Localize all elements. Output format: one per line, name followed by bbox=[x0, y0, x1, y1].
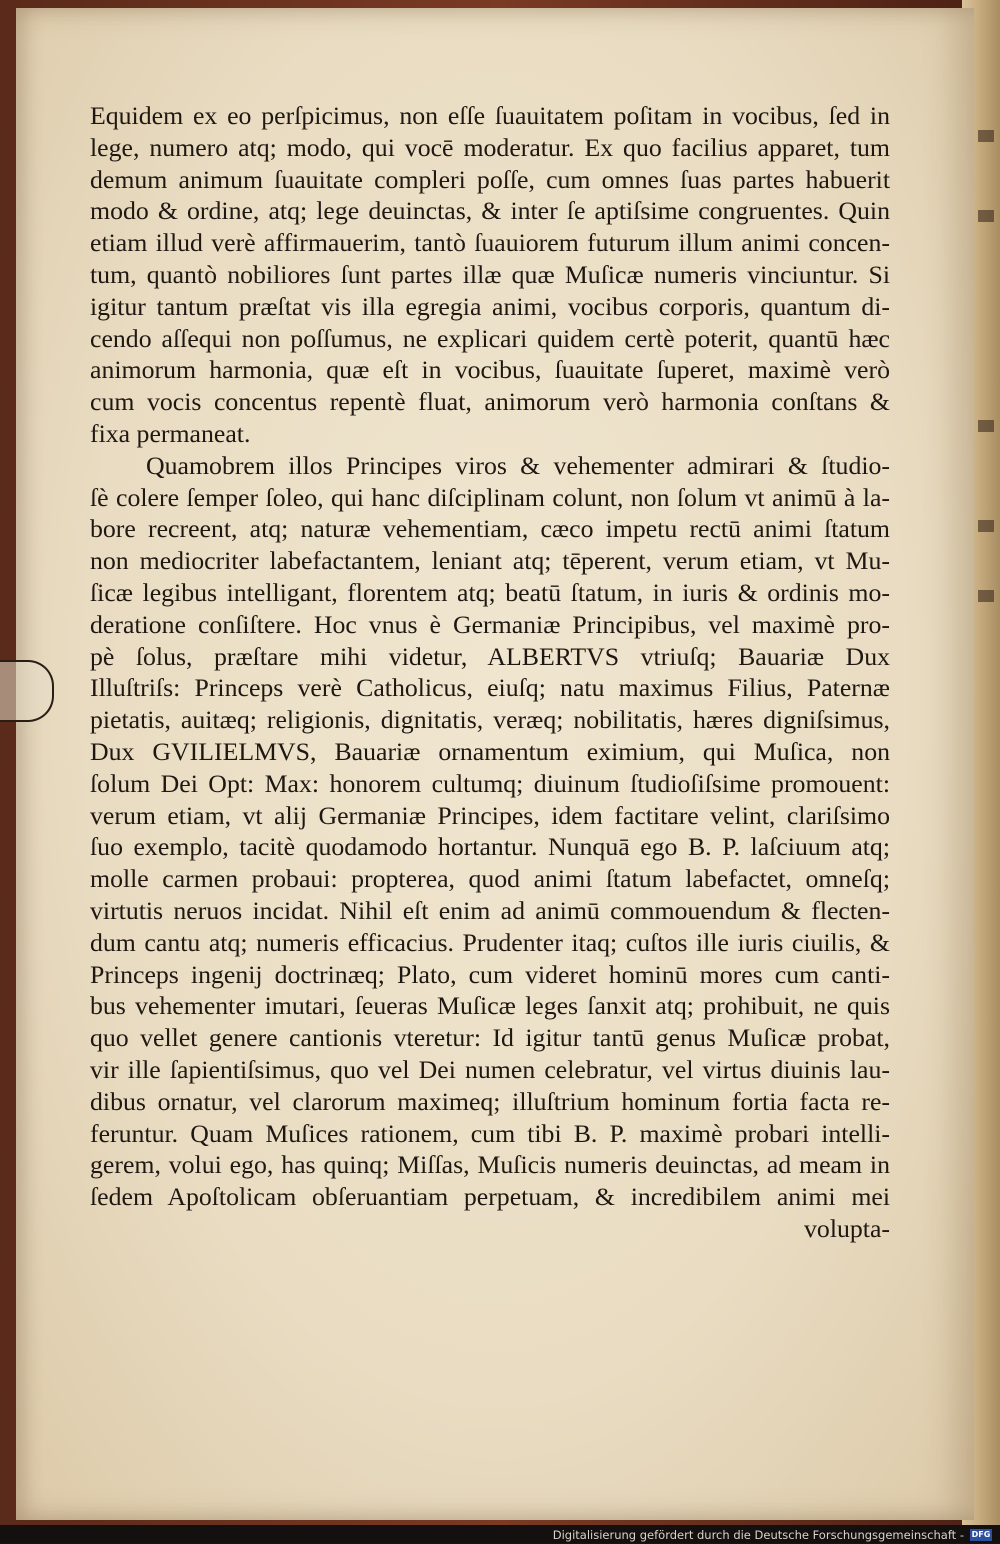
text-line: igitur tantum præſtat vis illa egregia animi, vocibus corporis, quantum di- bbox=[90, 291, 890, 321]
text-line: modo & ordine, atq; lege deuinctas, & inter ſe aptiſsime congruentes. Quin bbox=[90, 196, 890, 226]
text-line: pè ſolus, præſtare mihi videtur, ALBERTVS vtriuſq; Bauariæ Dux bbox=[90, 641, 890, 671]
text-line: verum etiam, vt alij Germaniæ Principes, idem factitare velint, clariſsimo bbox=[90, 800, 890, 830]
text-line: feruntur. Quam Muſices rationem, cum tibi B. P. maximè probari intelli- bbox=[90, 1118, 890, 1148]
text-line: ſicæ legibus intelligant, florentem atq; beatū ſtatum, in iuris & ordinis mo- bbox=[90, 577, 890, 607]
text-line: Princeps ingenij doctrinæq; Plato, cum videret hominū mores cum canti- bbox=[90, 959, 890, 989]
catchword: volupta- bbox=[804, 1213, 890, 1243]
text-line: lege, numero atq; modo, qui vocē moderatur. Ex quo facilius apparet, tum bbox=[90, 132, 890, 162]
text-line: quo vellet genere cantionis vteretur: Id igitur tantū genus Muſicæ probat, bbox=[90, 1023, 890, 1053]
page-text bbox=[90, 100, 890, 1245]
text-line: tum, quantò nobiliores ſunt partes illæ quæ Muſicæ numeris vinciuntur. Si bbox=[90, 259, 890, 289]
text-line: ſè colere ſemper ſoleo, qui hanc diſciplinam colunt, non ſolum vt animū à la- bbox=[90, 482, 890, 512]
text-line: dum cantu atq; numeris efficacius. Prudenter itaq; cuſtos ille iuris ciuilis, & bbox=[90, 927, 890, 957]
text-line: virtutis neruos incidat. Nihil eſt enim ad animū commouendum & flecten- bbox=[90, 895, 890, 925]
page-marker-tab bbox=[0, 660, 54, 722]
text-line: ſedem Apoſtolicam obſeruantiam perpetuam, & incredibilem animi mei bbox=[90, 1182, 890, 1212]
text-line: bore recreent, atq; naturæ vehementiam, cæco impetu rectū animi ſtatum bbox=[90, 514, 890, 544]
text-line: ſolum Dei Opt: Max: honorem cultumq; diuinum ſtudioſiſsime promouent: bbox=[90, 768, 890, 798]
text-line: demum animum ſuauitate compleri poſſe, cum omnes ſuas partes habuerit bbox=[90, 164, 890, 194]
text-line: cendo aſſequi non poſſumus, ne explicari quidem certè poterit, quantū hæc bbox=[90, 323, 890, 353]
text-line: vir ille ſapientiſsimus, quo vel Dei numen celebratur, vel virtus diuinis lau- bbox=[90, 1054, 890, 1084]
text-line: dibus ornatur, vel clarorum maximeq; illuſtrium hominum fortia facta re- bbox=[90, 1086, 890, 1116]
text-line: fixa permaneat. bbox=[90, 418, 251, 448]
text-line: Equidem ex eo perſpicimus, non eſſe ſuauitatem poſitam in vocibus, ſed in bbox=[90, 101, 890, 130]
text-line: etiam illud verè affirmauerim, tantò ſuauiorem futurum illum animi concen- bbox=[90, 228, 890, 258]
dfg-logo-icon: DFG bbox=[971, 1529, 991, 1539]
text-line: Illuſtriſs: Princeps verè Catholicus, eiuſq; natu maximus Filius, Paternæ bbox=[90, 673, 890, 703]
text-line: bus vehementer imutari, ſeueras Muſicæ leges ſanxit atq; prohibuit, ne quis bbox=[90, 991, 890, 1021]
text-line: gerem, volui ego, has quinq; Miſſas, Muſicis numeris deuinctas, ad meam in bbox=[90, 1150, 890, 1180]
text-line: deratione conſiſtere. Hoc vnus è Germaniæ Principibus, vel maximè pro- bbox=[90, 609, 890, 639]
digitization-footer bbox=[0, 1525, 1000, 1543]
funding-credit: Digitalisierung gefördert durch die Deutsche Forschungsgemeinschaft - bbox=[552, 1527, 964, 1542]
text-line: cum vocis concentus repentè fluat, animorum verò harmonia conſtans & bbox=[90, 387, 890, 417]
text-line: molle carmen probaui: propterea, quod animi ſtatum labefactet, omneſq; bbox=[90, 864, 890, 894]
text-line: Dux GVILIELMVS, Bauariæ ornamentum eximium, qui Muſica, non bbox=[90, 736, 890, 766]
text-line: Quamobrem illos Principes viros & vehementer admirari & ſtudio- bbox=[146, 450, 890, 480]
text-line: ſuo exemplo, tacitè quodamodo hortantur. Nunquā ego B. P. laſciuum atq; bbox=[90, 832, 890, 862]
text-line: non mediocriter labefactantem, leniant atq; tēperent, verum etiam, vt Mu- bbox=[90, 546, 890, 576]
text-line: animorum harmonia, quæ eſt in vocibus, ſuauitate ſuperet, maximè verò bbox=[90, 355, 890, 385]
text-line: pietatis, auitæq; religionis, dignitatis, veræq; nobilitatis, hæres digniſsimus, bbox=[90, 705, 890, 735]
